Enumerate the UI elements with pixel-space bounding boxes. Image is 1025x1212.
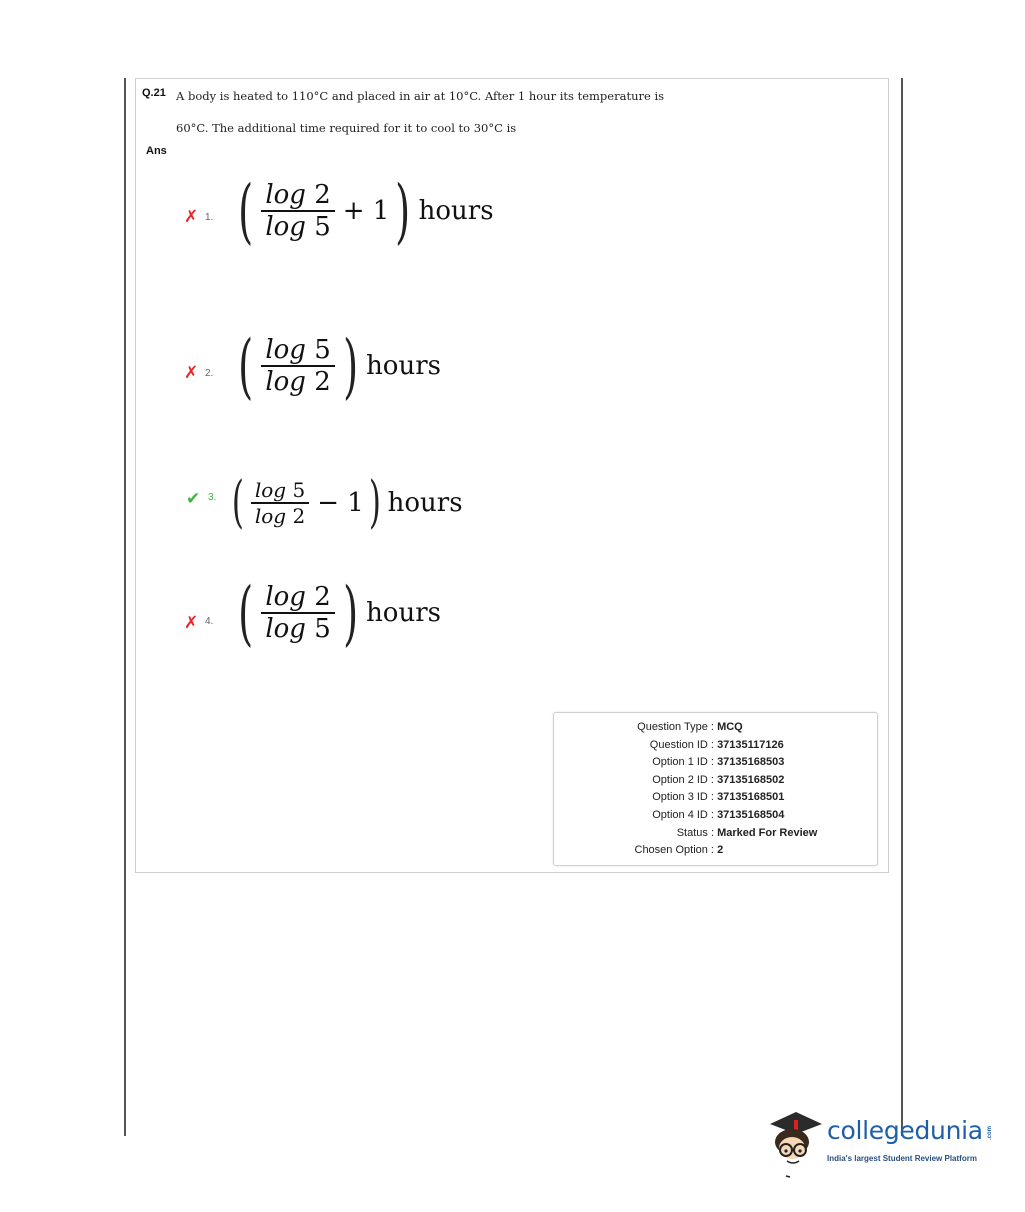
- answer-label: Ans: [146, 145, 167, 157]
- option-1-index: 1.: [205, 212, 214, 223]
- option-1-expression[interactable]: [232, 170, 494, 252]
- option-2-index: 2.: [205, 368, 214, 379]
- question-info-box: [553, 712, 878, 866]
- info-option-2-id: Option 2 ID : 37135168502: [652, 774, 785, 786]
- left-page-rule: [124, 78, 126, 1136]
- numerator-fn: log: [254, 478, 287, 503]
- unit-label: hours: [387, 488, 463, 518]
- fraction: [261, 180, 334, 242]
- info-status: Status : Marked For Review: [676, 827, 818, 839]
- extra-term: − 1: [317, 488, 364, 518]
- left-paren: (: [238, 572, 254, 654]
- option-3-expression[interactable]: [227, 470, 463, 535]
- right-paren: ): [342, 572, 358, 654]
- brand-tld: .com: [987, 1125, 994, 1141]
- option-2-expression[interactable]: [232, 325, 441, 407]
- fraction: [261, 335, 334, 397]
- check-mark-icon: ✔: [186, 489, 201, 508]
- info-option-4-id: Option 4 ID : 37135168504: [652, 809, 785, 821]
- left-paren: (: [238, 325, 254, 407]
- left-paren: (: [238, 170, 254, 252]
- info-chosen-option: Chosen Option : 2: [634, 844, 724, 856]
- denominator-arg: 5: [314, 613, 331, 644]
- denominator-fn: log: [254, 503, 287, 528]
- option-3-index: 3.: [208, 492, 217, 503]
- fraction: [261, 582, 334, 644]
- denominator-arg: 2: [292, 503, 306, 528]
- denominator-fn: log: [265, 211, 306, 242]
- numerator-fn: log: [265, 180, 306, 211]
- info-question-type: Question Type : MCQ: [637, 721, 743, 733]
- info-option-3-id: Option 3 ID : 37135168501: [652, 791, 785, 803]
- numerator-arg: 5: [314, 335, 331, 366]
- denominator-arg: 5: [314, 211, 331, 242]
- option-4-index: 4.: [205, 616, 214, 627]
- right-paren: ): [342, 325, 358, 407]
- numerator-arg: 5: [292, 478, 306, 503]
- numerator-arg: 2: [314, 582, 331, 613]
- numerator-fn: log: [265, 582, 306, 613]
- unit-label: hours: [366, 598, 441, 628]
- brand-name: collegedunia: [827, 1116, 983, 1145]
- question-number: Q.21: [142, 87, 166, 99]
- info-option-1-id: Option 1 ID : 37135168503: [652, 756, 785, 768]
- extra-term: + 1: [342, 196, 390, 226]
- left-paren: (: [231, 470, 244, 535]
- fraction: [251, 478, 309, 528]
- right-paren: ): [368, 470, 381, 535]
- brand-tagline: India's largest Student Review Platform: [827, 1154, 977, 1163]
- wrong-mark-icon: ✗: [184, 207, 199, 226]
- denominator-arg: 2: [314, 366, 331, 397]
- wrong-mark-icon: ✗: [184, 613, 199, 632]
- denominator-fn: log: [265, 366, 306, 397]
- numerator-arg: 2: [314, 180, 331, 211]
- info-question-id: Question ID : 37135117126: [649, 739, 784, 751]
- numerator-fn: log: [265, 335, 306, 366]
- wrong-mark-icon: ✗: [184, 363, 199, 382]
- question-text-line-1: A body is heated to 110°C and placed in air at 10°C. After 1 hour its temperature is: [176, 89, 665, 103]
- right-paren: ): [395, 170, 411, 252]
- right-page-rule: [901, 78, 903, 1136]
- question-text-line-2: 60°C. The additional time required for it to cool to 30°C is: [176, 121, 517, 135]
- unit-label: hours: [366, 351, 441, 381]
- denominator-fn: log: [265, 613, 306, 644]
- unit-label: hours: [418, 196, 494, 226]
- option-4-expression[interactable]: [232, 572, 441, 654]
